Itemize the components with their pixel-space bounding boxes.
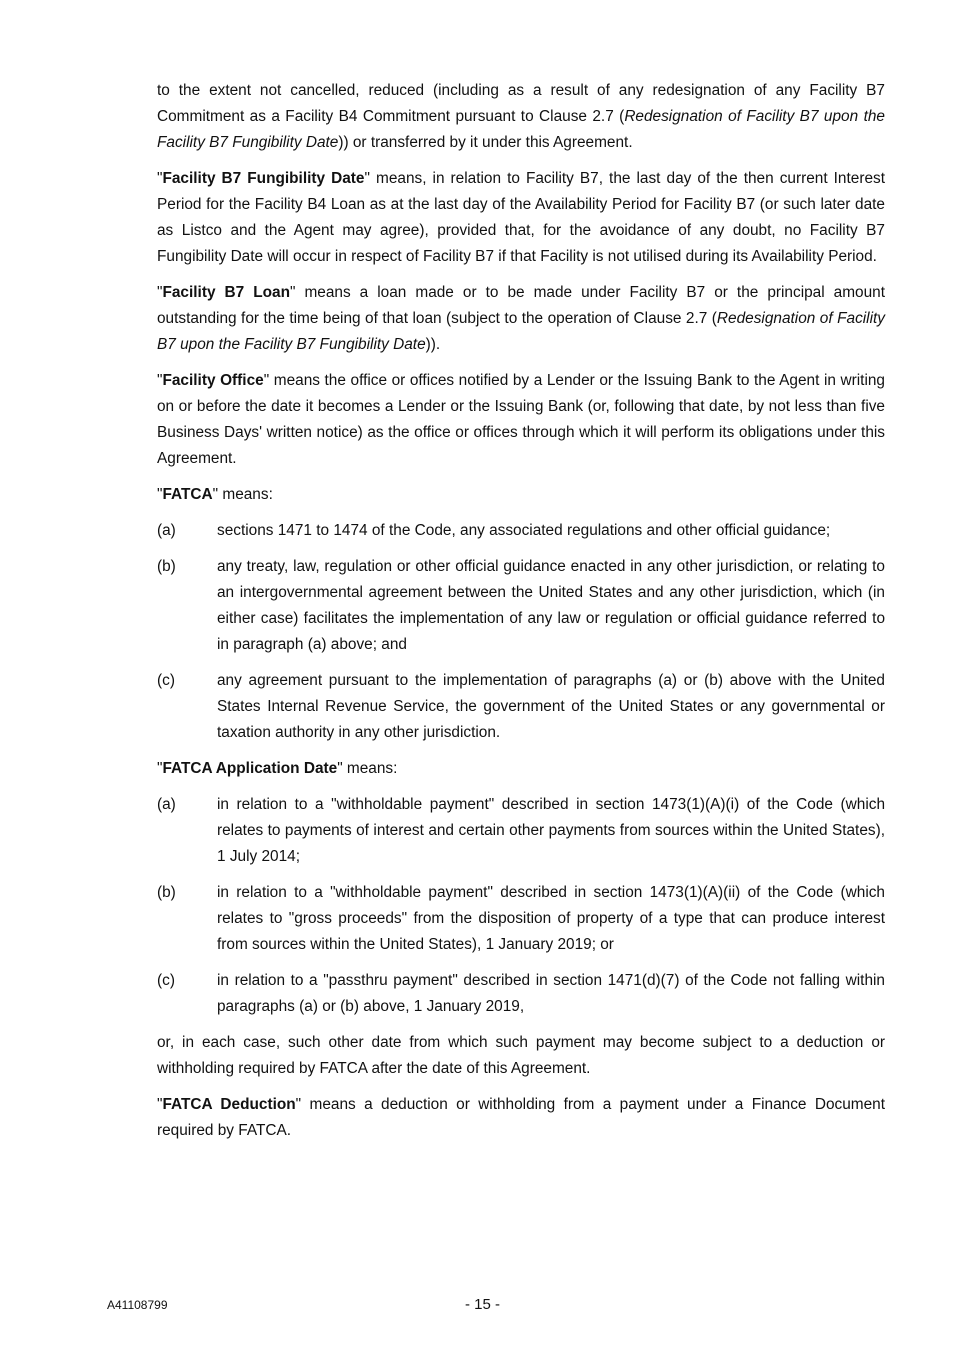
definition-fatca-application-date: "FATCA Application Date" means: [157,760,398,777]
paragraph-continuation: to the extent not cancelled, reduced (including as a result of any redesignation of any Facility B7 Commitment as a Facility B4 Commitment pursuant to Clause 2.7 (Redesignation of Facility B7 upon the Facility B7 Fungibility Date)) or transferred by it under this Agreement. [157,82,885,151]
defined-term: Facility B7 Fungibility Date [162,170,365,187]
list-item: (c) in relation to a "passthru payment" described in section 1471(d)(7) of the Code not falling within paragraphs (a) or (b) above, 1 January 2019, [157,972,885,1015]
list-item: (b) any treaty, law, regulation or other official guidance enacted in any other jurisdiction, or relating to an intergovernmental agreement between the United States and any other jurisdiction, which (in either case) facilitates the implementation of any law or regulation or official guidance referred to in paragraph (a) above; and [157,558,885,653]
defined-term: FATCA Application Date [162,760,338,777]
defined-term: FATCA [162,486,213,503]
defined-term: FATCA Deduction [162,1096,296,1113]
definition-fatca: "FATCA" means: [157,486,273,503]
list-item: (b) in relation to a "withholdable payment" described in section 1473(1)(A)(ii) of the Code (which relates to "gross proceeds" from the disposition of property of a type that can produce interest from sources within the United States), 1 January 2019; or [157,884,885,953]
defined-term: Facility B7 Loan [162,284,290,301]
list-item: (a) sections 1471 to 1474 of the Code, any associated regulations and other official guidance; [157,522,831,539]
list-item: (c) any agreement pursuant to the implementation of paragraphs (a) or (b) above with the United States Internal Revenue Service, the government of the United States or any governmental or taxation authority in any other jurisdiction. [157,672,885,741]
definition-fatca-deduction: "FATCA Deduction" means a deduction or withholding from a payment under a Finance Document required by FATCA. [157,1096,885,1139]
paragraph-trailer: or, in each case, such other date from which such payment may become subject to a deduction or withholding required by FATCA after the date of this Agreement. [157,1034,885,1077]
defined-term: Facility Office [162,372,264,389]
document-reference: A41108799 [107,1298,168,1312]
page-number: - 15 - [464,1296,500,1313]
definition-facility-office: "Facility Office" means the office or offices notified by a Lender or the Issuing Bank to the Agent in writing on or before the date it becomes a Lender or the Issuing Bank (or, following that date, by not less than five Business Days' written notice) as the office or offices through which it will perform its obligations under this Agreement. [157,372,885,467]
list-item: (a) in relation to a "withholdable payment" described in section 1473(1)(A)(i) of the Code (which relates to payments of interest and certain other payments from sources within the United States), 1 July 2014; [157,796,885,865]
definition-b7-loan: "Facility B7 Loan" means a loan made or to be made under Facility B7 or the principal amount outstanding for the time being of that loan (subject to the operation of Clause 2.7 (Redesignation of Facility B7 upon the Facility B7 Fungibility Date)). [157,284,885,353]
document-body [157,78,885,1154]
definition-fungibility-date: "Facility B7 Fungibility Date" means, in relation to Facility B7, the last day of the then current Interest Period for the Facility B4 Loan as at the last day of the Availability Period for Facility B7 (or such later date as Listco and the Agent may agree), provided that, for the avoidance of any doubt, no Facility B7 Fungibility Date will occur in respect of Facility B7 if that Facility is not utilised during its Availability Period. [157,170,885,265]
